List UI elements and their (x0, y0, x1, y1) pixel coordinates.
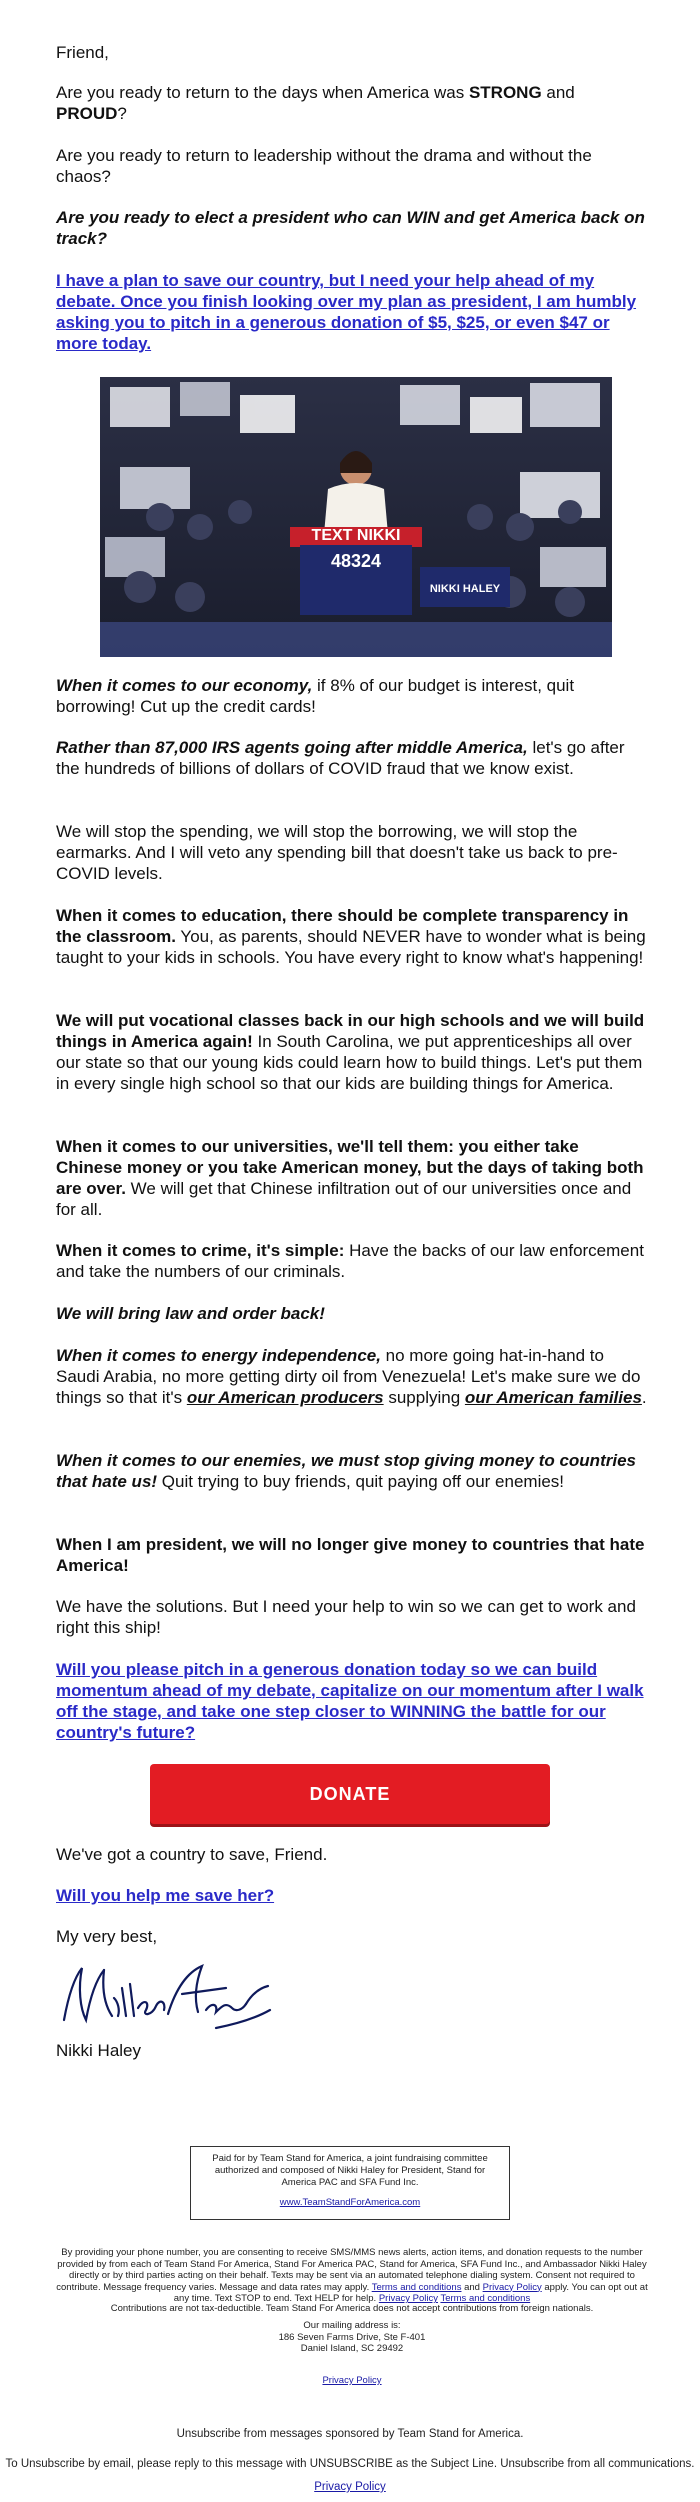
sms-terms-link-2[interactable]: Terms and conditions (440, 2293, 531, 2304)
paragraph-enemies: When it comes to our enemies, we must stop giving money to countries that hate us! Quit trying to buy friends, quit paying off our enemies! (56, 1451, 636, 1491)
sign-off: My very best, (56, 1927, 158, 1946)
tax-disclaimer: Contributions are not tax-deductible. Team Stand For America does not accept contributions from foreign nationals. (110, 2303, 594, 2314)
cta-paragraph-3 (56, 1885, 648, 1906)
paragraph-economy: When it comes to our economy, if 8% of our budget is interest, quit borrowing! Cut up the credit cards! (56, 676, 575, 716)
privacy-policy-link-2[interactable]: Privacy Policy (314, 2481, 386, 2493)
mailing-line-2: Daniel Island, SC 29492 (300, 2343, 404, 2354)
donation-link-2[interactable]: Will you please pitch in a generous donation today so we can build momentum ahead of my debate, capitalize on our momentum after I walk off the stage, and take one step closer to WINNING the battle for our country's future? (56, 1660, 644, 1742)
paragraph-elect-president: Are you ready to elect a president who can WIN and get America back on track? (56, 208, 645, 248)
sms-consent-text: By providing your phone number, you are consenting to receive SMS/MMS news alerts, action items, and donation requests to the number provided by from each of Team Stand For America, Stand For America PAC, Stand for America, SFA Fund Inc., and Ambassador Nikki Haley directly or by third parties acting on their behalf. Texts may be sent via an automated telephone dialing system. Consent not required to contribute. Message frequency varies. Message and data rates may apply. Terms and conditions and Privacy Policy apply. You can opt out at any time. Text STOP to end. Text HELP for help. Privacy Policy Terms and conditions (56, 2247, 648, 2304)
sms-privacy-link-2[interactable]: Privacy Policy (378, 2293, 438, 2304)
paragraph-irs: Rather than 87,000 IRS agents going after middle America, let's go after the hundreds of billions of dollars of COVID fraud that we know exist. (56, 738, 625, 778)
donation-link-1[interactable]: I have a plan to save our country, but I need your help ahead of my debate. Once you finish looking over my plan as president, I am humbly asking you to pitch in a generous donation of $5, $25, or even $47 or more today. (56, 271, 637, 353)
sms-privacy-link[interactable]: Privacy Policy (482, 2281, 542, 2293)
hero-rally-photo[interactable] (100, 377, 612, 657)
paid-for-text: Paid for by Team Stand for America, a joint fundraising committee authorized and composed of Nikki Haley for President, Stand for America PAC and SFA Fund Inc. (212, 2153, 488, 2188)
unsubscribe-email-instructions[interactable]: To Unsubscribe by email, please reply to this message with UNSUBSCRIBE as the Subject Line. Unsubscribe from all communications. (5, 2458, 695, 2470)
signature-image (56, 1958, 276, 2038)
privacy-policy-link-1[interactable]: Privacy Policy (322, 2375, 382, 2386)
paragraph-no-money: When I am president, we will no longer give money to countries that hate America! (56, 1535, 645, 1575)
paragraph-vocational: We will put vocational classes back in our high schools and we will build things in America again! In South Carolina, we put apprenticeships all over our state so that our young kids could learn how to build things. Let's put them in every single high school so that our kids are building things for America. (56, 1011, 645, 1093)
paragraph-leadership: Are you ready to return to leadership without the drama and without the chaos? (56, 146, 592, 186)
donation-link-3[interactable]: Will you help me save her? (56, 1886, 275, 1905)
cta-paragraph-2 (56, 1659, 648, 1743)
cta-paragraph-1 (56, 270, 648, 354)
hero-sign-text: TEXT NIKKI (311, 527, 401, 544)
mailing-line-1: 186 Seven Farms Drive, Ste F-401 (278, 2331, 426, 2343)
paid-for-disclaimer (190, 2146, 510, 2220)
paragraph-spending: We will stop the spending, we will stop the borrowing, we will stop the earmarks. And I will veto any spending bill that doesn't take us back to pre-COVID levels. (56, 822, 618, 883)
paragraph-energy: When it comes to energy independence, no more going hat-in-hand to Saudi Arabia, no more getting dirty oil from Venezuela! Let's make sure we do things so that it's our American producers supplying our American families. (56, 1346, 647, 1407)
paragraph-solutions: We have the solutions. But I need your help to win so we can get to work and right this ship! (56, 1597, 636, 1637)
paragraph-crime: When it comes to crime, it's simple: Have the backs of our law enforcement and take the numbers of our criminals. (56, 1241, 644, 1281)
privacy-policy-row-1 (56, 2375, 648, 2386)
signature-name: Nikki Haley (56, 2041, 142, 2060)
greeting: Friend, (56, 43, 109, 62)
hero-sign-number: 48324 (330, 551, 382, 571)
paragraph-strong-proud: Are you ready to return to the days when America was STRONG and PROUD? (56, 83, 575, 123)
paid-for-link[interactable]: www.TeamStandForAmerica.com (279, 2197, 421, 2208)
paragraph-education: When it comes to education, there should be complete transparency in the classroom. You, as parents, should NEVER have to wonder what is being taught to your kids in schools. You have every right to know what's happening! (56, 906, 646, 967)
donate-button[interactable]: DONATE (150, 1764, 550, 1824)
unsubscribe-sponsored-link[interactable]: Unsubscribe from messages sponsored by Team Stand for America. (176, 2428, 524, 2440)
paragraph-law-order: We will bring law and order back! (56, 1304, 325, 1323)
mailing-address (56, 2320, 648, 2355)
mailing-label: Our mailing address is: (303, 2320, 401, 2331)
privacy-policy-row-2 (0, 2481, 700, 2493)
sms-terms-link[interactable]: Terms and conditions (371, 2281, 462, 2293)
hero-crowd-sign: NIKKI HALEY (429, 583, 501, 595)
paragraph-country-save: We've got a country to save, Friend. (56, 1845, 328, 1864)
paragraph-universities: When it comes to our universities, we'll tell them: you either take Chinese money or you take American money, but the days of taking both are over. We will get that Chinese infiltration out of our universities once and for all. (56, 1137, 644, 1219)
